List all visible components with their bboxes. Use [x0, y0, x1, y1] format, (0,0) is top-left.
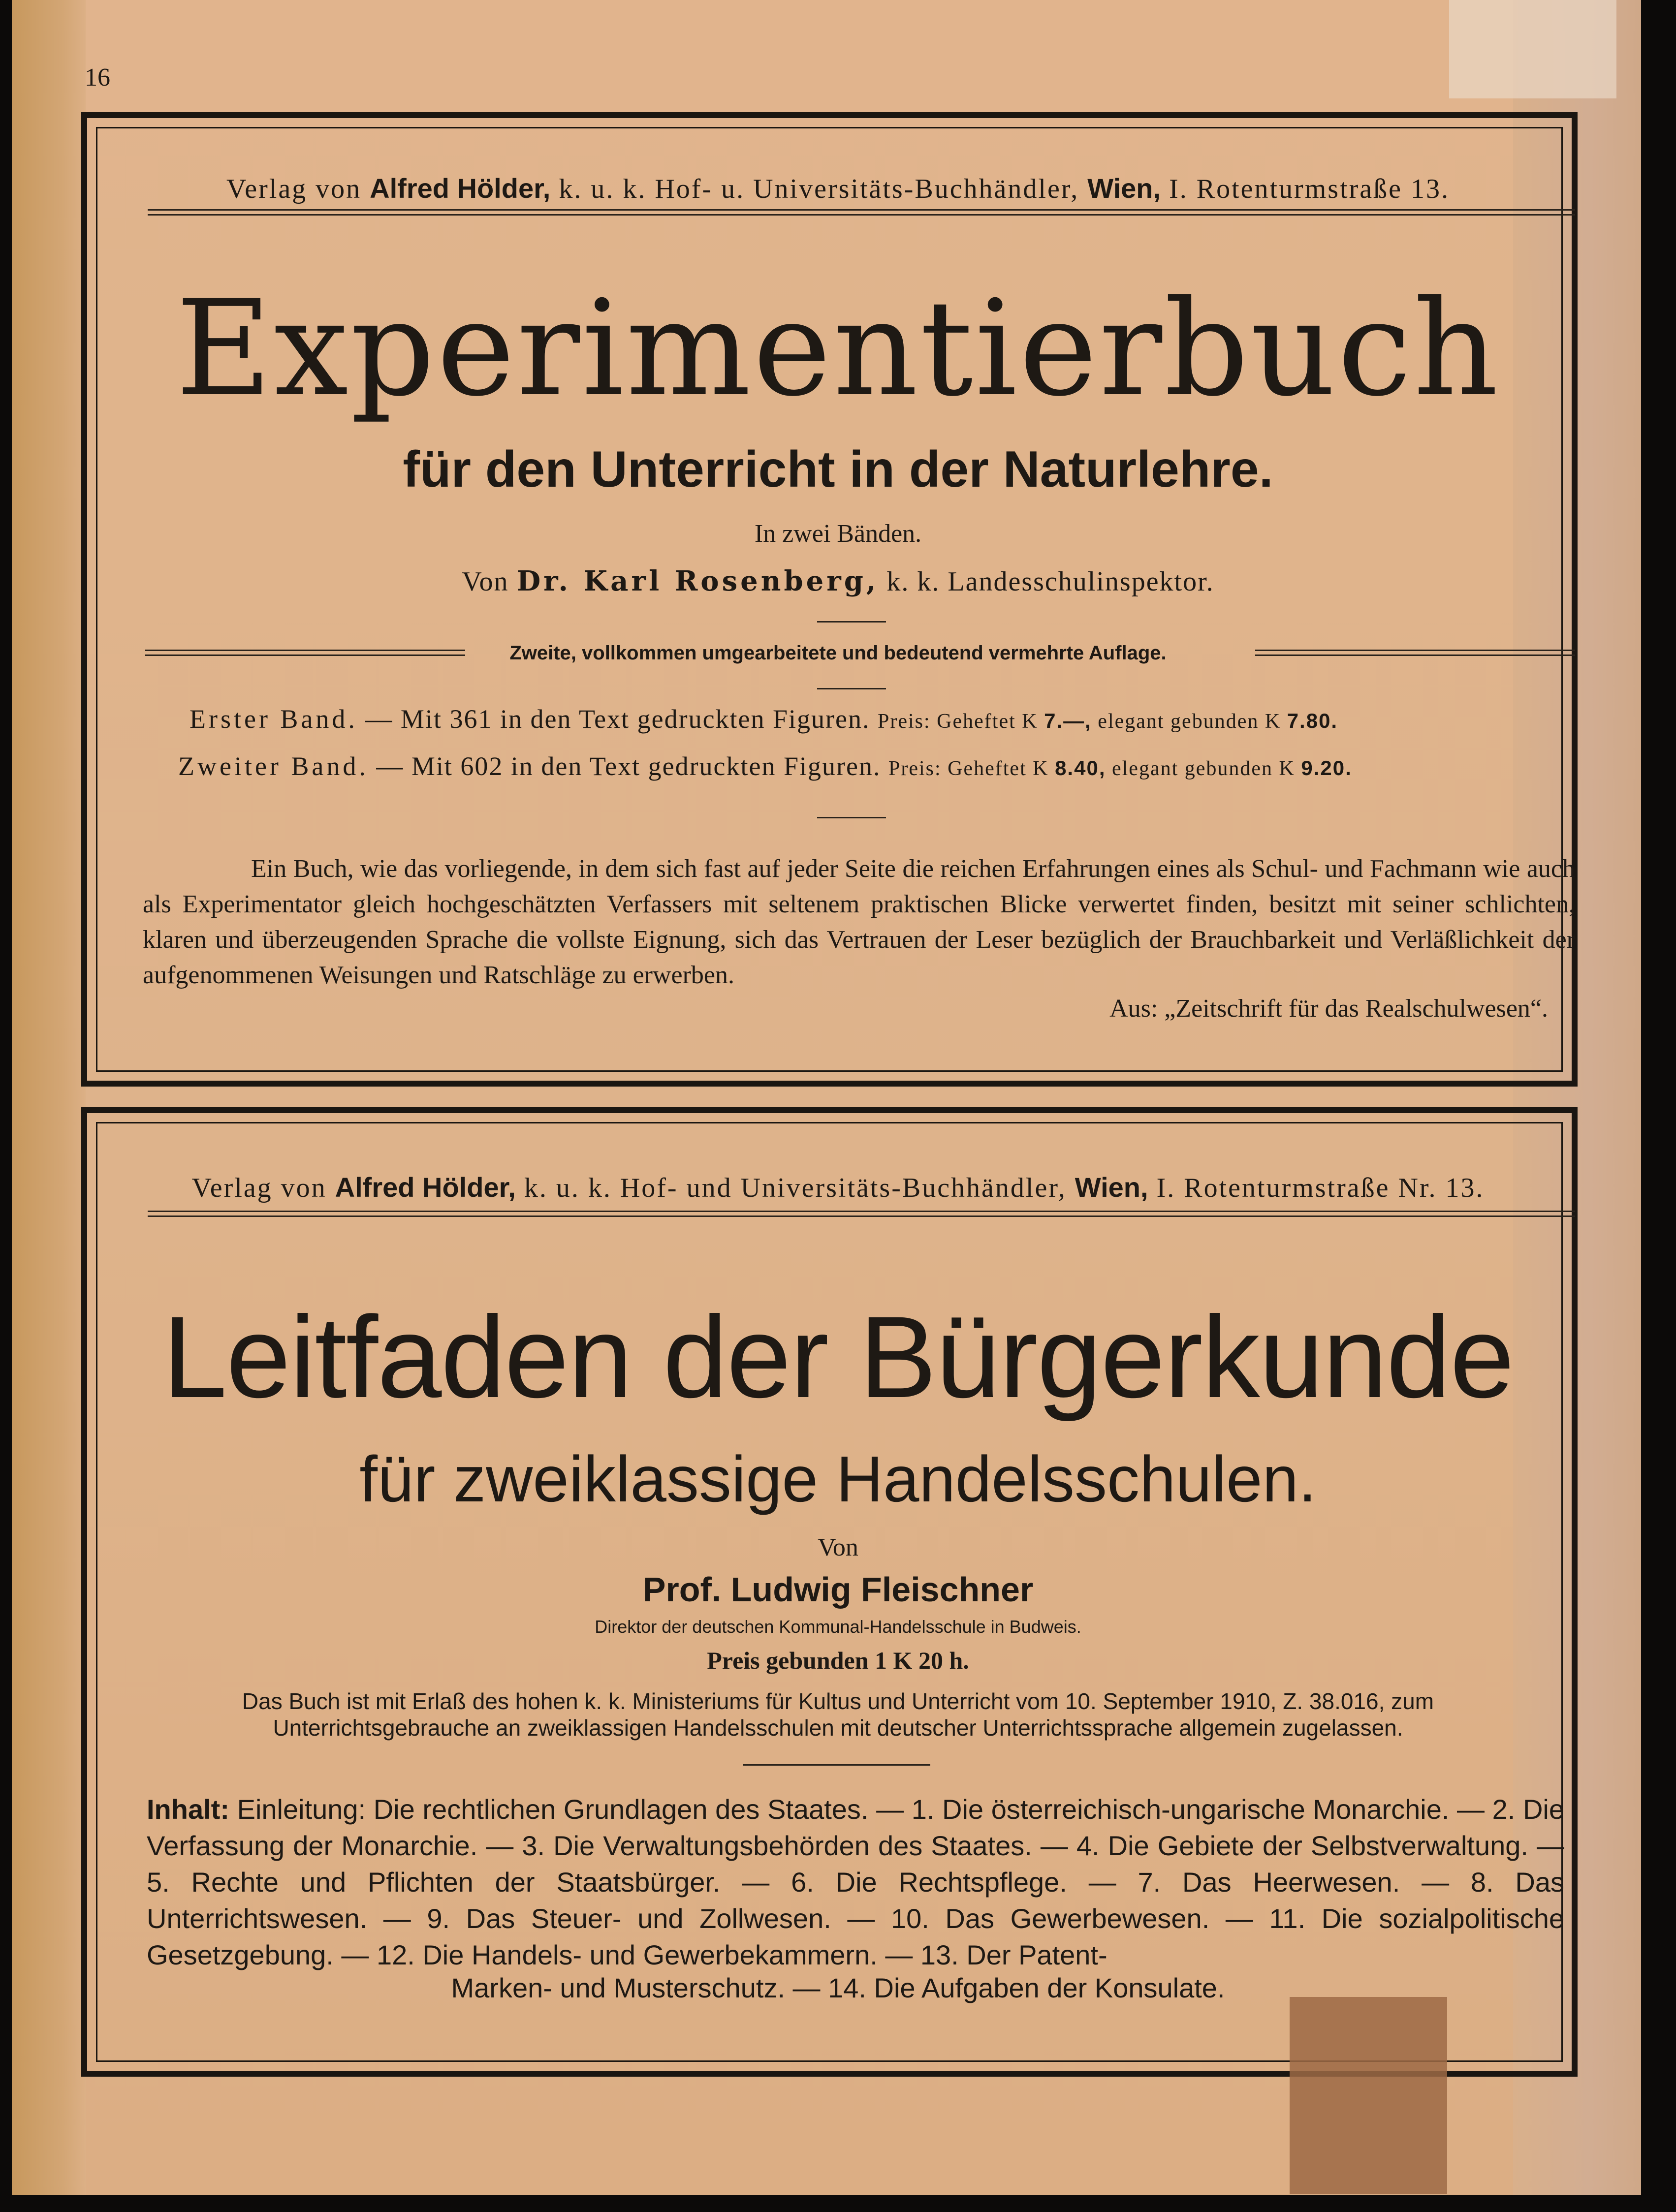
ad2-short-rule — [743, 1764, 930, 1766]
ad1-edition: Zweite, vollkommen umgearbeitete und bedeutend vermehrte Auflage. — [509, 642, 1167, 664]
ad2-contents-last: Marken- und Musterschutz. — 14. Die Aufgaben der Konsulate. — [451, 1972, 1225, 2003]
page-number: 16 — [85, 63, 110, 92]
ad1-band2: Zweiter Band. — Mit 602 in den Text gedruckten Figuren. Preis: Geheftet K 8.40, elegant gebunden K 9.20. — [178, 751, 1352, 781]
ad2-price: Preis gebunden 1 K 20 h. — [707, 1647, 969, 1674]
ad1-author-line: Von Dr. Karl Rosenberg, k. k. Landesschulinspektor. — [462, 565, 1214, 597]
ad2-publisher-line: Verlag von Alfred Hölder, k. u. k. Hof- und Universitäts-Buchhändler, Wien, I. Rotenturmstraße Nr. 13. — [191, 1172, 1485, 1203]
ad2-title: Leitfaden der Bürgerkunde — [162, 1292, 1514, 1422]
ad1-short-rule-2 — [817, 688, 886, 689]
ad2-approval-line1: Das Buch ist mit Erlaß des hohen k. k. Ministeriums für Kultus und Unterricht vom 10. September 1910, Z. 38.016, zum — [242, 1688, 1434, 1714]
ad2-subtitle: für zweiklassige Handelsschulen. — [359, 1443, 1317, 1515]
ad2-approval-line2: Unterrichtsgebrauche an zweiklassigen Handelsschulen mit deutscher Unterrichtssprache allgemein zugelassen. — [273, 1715, 1403, 1741]
ad1-publisher-line: Verlag von Alfred Hölder, k. u. k. Hof- u. Universitäts-Buchhändler, Wien, I. Rotenturmstraße 13. — [226, 173, 1450, 204]
tape-patch — [1290, 1997, 1447, 2194]
ad1-review: Ein Buch, wie das vorliegende, in dem sich fast auf jeder Seite die reichen Erfahrungen eines als Schul- und Fachmann wie auch als Experimentator gleich hochgeschätzten Verfassers mit seltenem praktischen Blicke verwertet finden, besitzt mit seiner schlichten, klaren und überzeugenden Sprache die vollste Eignung, sich das Vertrauen der Leser bezüglich der Brauchbarkeit und Verläßlichkeit der aufgenommenen Weisungen und Ratschläge zu erwerben. — [143, 855, 1575, 989]
ad1-band1: Erster Band. — Mit 361 in den Text gedruckten Figuren. Preis: Geheftet K 7.—, elegant gebunden K 7.80. — [190, 704, 1338, 734]
paper-stain — [1449, 0, 1616, 98]
ad1-volumes: In zwei Bänden. — [754, 520, 922, 548]
ad2-contents: Inhalt: Einleitung: Die rechtlichen Grundlagen des Staates. — 1. Die österreichisch-ungarische Monarchie. — 2. Die Verfassung der Monarchie. — 3. Die Verwaltungsbehörden des Staates. — 4. Die Gebiete der Selbstverwaltung. — 5. Rechte und Pflichten der Staatsbürger. — 6. Die Rechtspflege. — 7. Das Heerwesen. — 8. Das Unterrichtswesen. — 9. Das Steuer- und Zollwesen. — 10. Das Gewerbewesen. — 11. Die sozialpolitische Gesetzgebung. — 12. Die Handels- und Gewerbekammern. — 13. Der Patent- — [147, 1794, 1564, 1970]
ad2-top-rule — [148, 1211, 1575, 1217]
ad1-short-rule-3 — [817, 817, 886, 818]
ad1-source: Aus: „Zeitschrift für das Realschulwesen“. — [1109, 995, 1548, 1023]
ad2-author-title: Direktor der deutschen Kommunal-Handelsschule in Budweis. — [595, 1617, 1081, 1637]
ad1-top-rule — [148, 209, 1575, 216]
ad2-author-name: Prof. Ludwig Fleischner — [642, 1570, 1034, 1609]
ad2-author-prefix: Von — [818, 1533, 858, 1561]
ad1-short-rule — [817, 621, 886, 623]
ad1-edition-rule-right — [1255, 650, 1575, 656]
ad1-subtitle: für den Unterricht in der Naturlehre. — [403, 441, 1273, 498]
ad1-title: Experimentierbuch — [175, 272, 1501, 426]
